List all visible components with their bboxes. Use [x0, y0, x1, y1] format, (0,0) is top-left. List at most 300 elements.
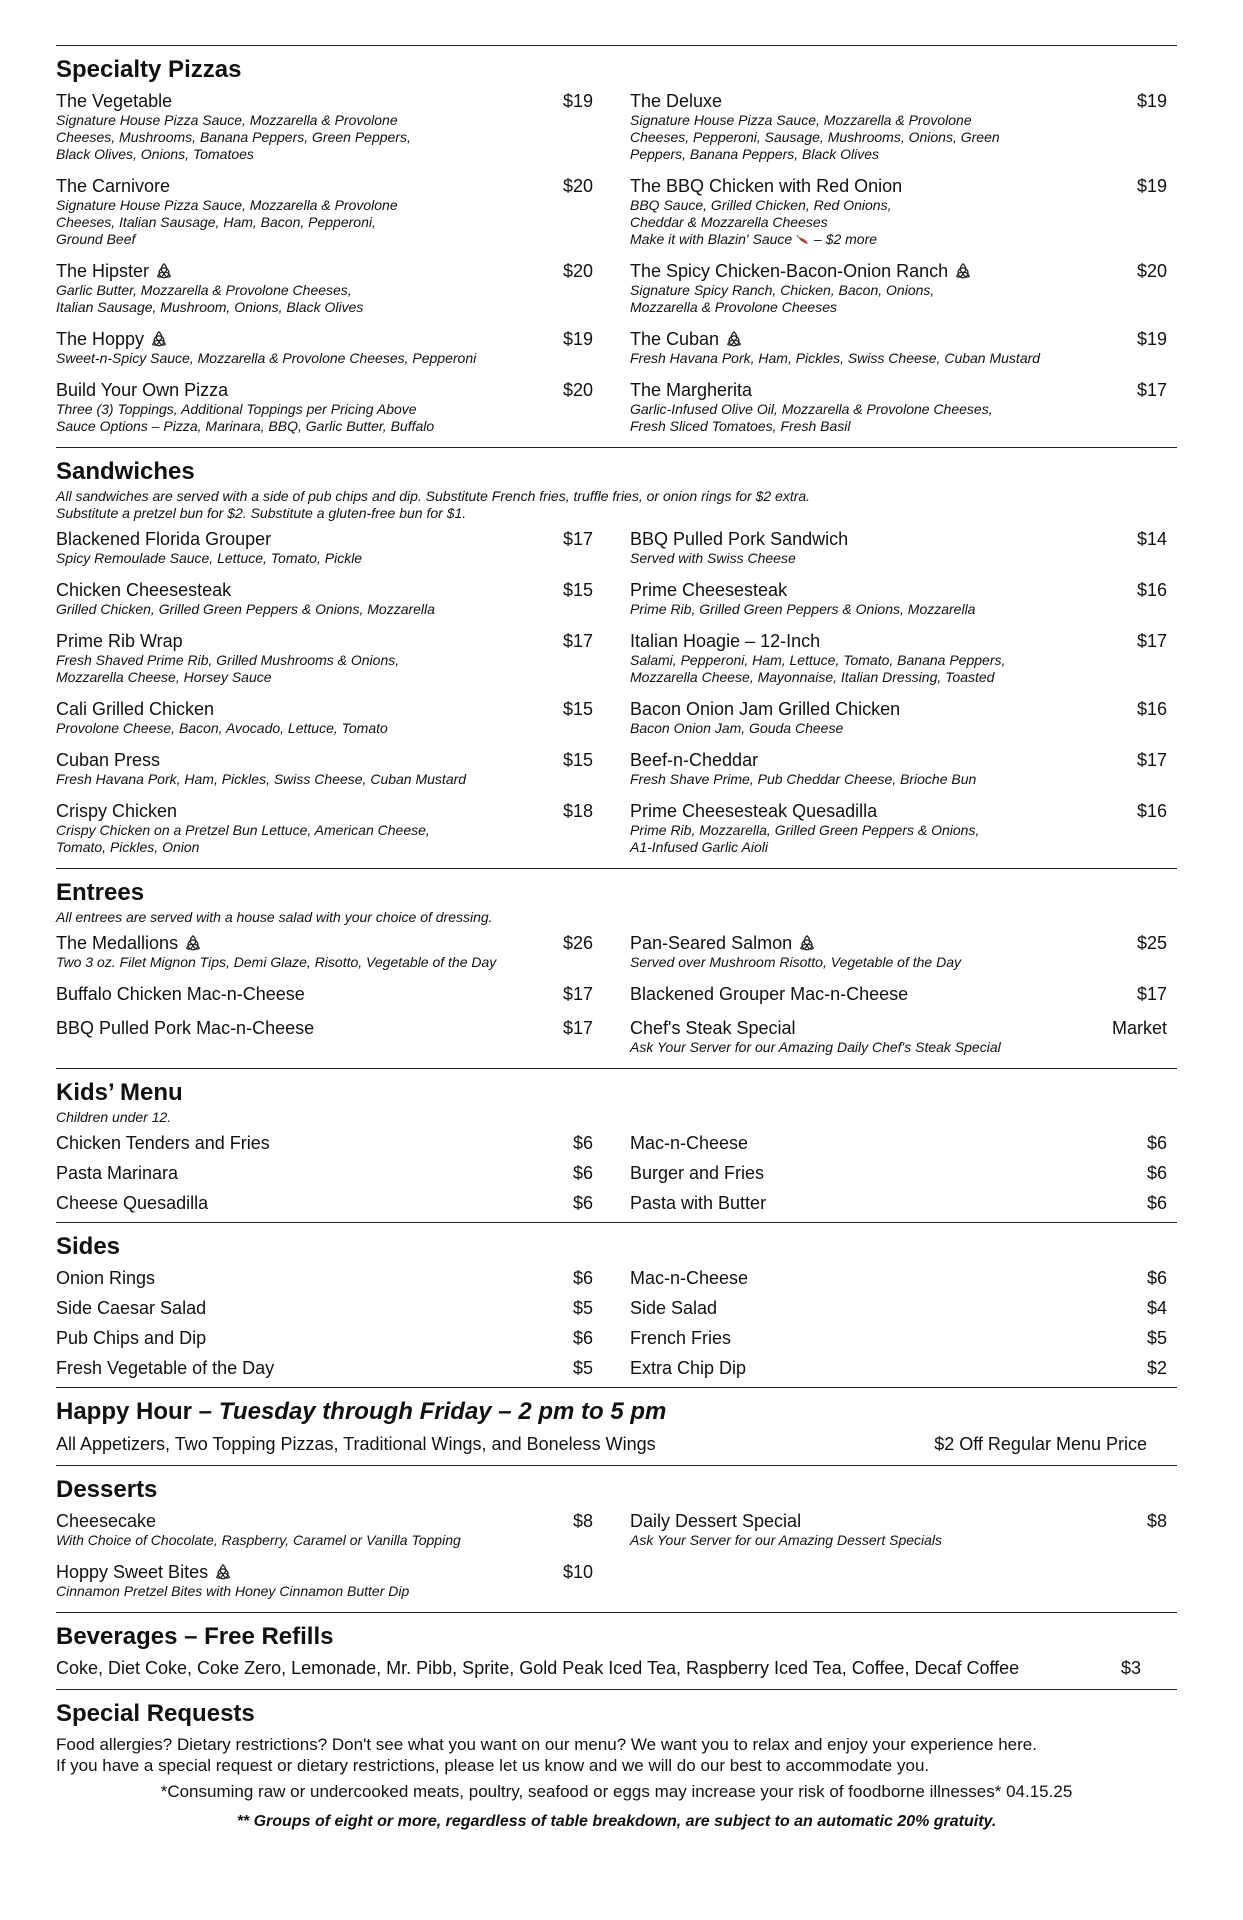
section-pizzas [56, 46, 1177, 447]
item-header [56, 1192, 603, 1214]
menu-item [56, 1297, 603, 1319]
item-header [630, 1192, 1177, 1214]
item-name-text: Cheesecake [56, 1511, 157, 1531]
menu-item [56, 1192, 603, 1214]
section-sandwiches [56, 448, 1177, 868]
section-note [56, 488, 1177, 522]
beverage-list: Coke, Diet Coke, Coke Zero, Lemonade, Mr. Pibb, Sprite, Gold Peak Iced Tea, Raspberry Iced Tea, Coffee, Decaf Coffee [56, 1658, 1020, 1678]
item-name [56, 260, 173, 282]
item-name [56, 175, 170, 197]
item-header [630, 932, 1177, 954]
menu-item [630, 90, 1177, 163]
item-price: $17 [562, 631, 593, 651]
item-price: $17 [562, 1018, 593, 1038]
item-header [630, 1297, 1177, 1319]
item-description: Fresh Sliced Tomatoes, Fresh Basil [630, 418, 851, 434]
item-price: $19 [562, 91, 593, 111]
dessert-col-right [630, 1510, 1177, 1612]
item-header [630, 1132, 1177, 1154]
menu-item [630, 800, 1177, 856]
item-price: $17 [1136, 750, 1167, 770]
happy-hour-title: Happy Hour – [56, 1398, 219, 1425]
item-description: Grilled Chicken, Grilled Green Peppers & Onions, Mozzarella [56, 601, 435, 617]
item-name-text: The Margherita [630, 380, 753, 400]
item-name-text: The Carnivore [56, 176, 171, 196]
item-description: Italian Sausage, Mushroom, Onions, Black Olives [56, 299, 364, 315]
item-name-text: Buffalo Chicken Mac-n-Cheese [56, 984, 305, 1004]
menu-item [56, 379, 603, 435]
item-name [630, 932, 816, 954]
item-name [630, 698, 900, 720]
menu-item [56, 1162, 603, 1184]
item-price: $19 [1136, 91, 1167, 111]
section-note: All entrees are served with a house salad with your choice of dressing. [56, 909, 493, 925]
item-name-text: Beef-n-Cheddar [630, 750, 759, 770]
item-header [56, 932, 603, 954]
section-title: Kids’ Menu [56, 1079, 183, 1106]
item-description: Two 3 oz. Filet Mignon Tips, Demi Glaze, Risotto, Vegetable of the Day [56, 954, 497, 970]
item-header [56, 379, 603, 401]
item-name [56, 1267, 155, 1289]
menu-item [630, 749, 1177, 788]
dessert-grid [56, 1510, 1177, 1612]
item-header [630, 1357, 1177, 1379]
requests-line: Food allergies? Dietary restrictions? Don't see what you want on our menu? We want you to relax and enjoy your experience here. [56, 1735, 1037, 1754]
item-header [56, 175, 603, 197]
section-happy-hour [56, 1388, 1177, 1465]
section-special-requests [56, 1690, 1177, 1834]
item-name-text: Pasta with Butter [630, 1193, 767, 1213]
section-kids [56, 1069, 1177, 1222]
item-header [630, 630, 1177, 652]
section-title: Beverages – Free Refills [56, 1623, 334, 1650]
entree-grid [56, 932, 1177, 1068]
item-description: Bacon Onion Jam, Gouda Cheese [630, 720, 844, 736]
item-description: Ground Beef [56, 231, 136, 247]
item-name-text: Pasta Marinara [56, 1163, 179, 1183]
item-name [56, 1192, 208, 1214]
item-name [56, 800, 177, 822]
item-header [56, 1561, 603, 1583]
item-price: $17 [1136, 631, 1167, 651]
item-name-text: French Fries [630, 1328, 732, 1348]
item-name [56, 1357, 274, 1379]
item-price: $4 [1146, 1298, 1167, 1318]
celtic-knot-icon [954, 262, 972, 280]
celtic-knot-icon [150, 330, 168, 348]
item-header [56, 749, 603, 771]
item-description: Provolone Cheese, Bacon, Avocado, Lettuce, Tomato [56, 720, 388, 736]
item-description: Cheddar & Mozzarella Cheeses [630, 214, 828, 230]
item-name [56, 1561, 232, 1583]
kids-col-right [630, 1132, 1177, 1222]
celtic-knot-icon [155, 262, 173, 280]
section-beverages [56, 1613, 1177, 1689]
celtic-knot-icon [798, 934, 816, 952]
item-price: $5 [1146, 1328, 1167, 1348]
item-description: Prime Rib, Grilled Green Peppers & Onions, Mozzarella [630, 601, 976, 617]
section-title: Sandwiches [56, 458, 195, 485]
item-name-text: Bacon Onion Jam Grilled Chicken [630, 699, 901, 719]
item-description: Crispy Chicken on a Pretzel Bun Lettuce, American Cheese, [56, 822, 430, 838]
item-price: $17 [562, 984, 593, 1004]
menu-item [56, 175, 603, 248]
happy-hour-row [56, 1433, 1177, 1455]
item-header [56, 1162, 603, 1184]
dessert-col-left [56, 1510, 603, 1612]
menu-item [56, 983, 603, 1005]
item-header [630, 1267, 1177, 1289]
item-name-text: Chef's Steak Special [630, 1018, 796, 1038]
menu-item [56, 1327, 603, 1349]
menu-item [56, 90, 603, 163]
item-name [56, 379, 228, 401]
menu-item [630, 630, 1177, 686]
menu-item [630, 932, 1177, 971]
item-description: Served over Mushroom Risotto, Vegetable of the Day [630, 954, 961, 970]
item-header [630, 749, 1177, 771]
chili-pepper-icon [796, 235, 810, 245]
menu-item [630, 698, 1177, 737]
item-description: A1-Infused Garlic Aioli [630, 839, 768, 855]
item-price: $20 [562, 176, 593, 196]
item-name-text: The Hoppy [56, 329, 145, 349]
item-name-text: Italian Hoagie – 12-Inch [630, 631, 821, 651]
item-name [630, 1297, 717, 1319]
item-description: Sweet-n-Spicy Sauce, Mozzarella & Provolone Cheeses, Pepperoni [56, 350, 477, 366]
item-header [56, 983, 603, 1005]
item-name [630, 328, 743, 350]
item-name [56, 90, 172, 112]
item-name-text: Prime Rib Wrap [56, 631, 183, 651]
kids-grid [56, 1132, 1177, 1222]
sandwich-col-left [56, 528, 603, 868]
menu-item [56, 1357, 603, 1379]
item-price: $16 [1136, 801, 1167, 821]
item-header [630, 1017, 1177, 1039]
section-note: Children under 12. [56, 1109, 172, 1125]
item-description: Cinnamon Pretzel Bites with Honey Cinnamon Butter Dip [56, 1583, 410, 1599]
celtic-knot-icon [214, 1563, 232, 1581]
item-name-text: Fresh Vegetable of the Day [56, 1358, 275, 1378]
item-name-text: Hoppy Sweet Bites [56, 1562, 209, 1582]
kids-col-left [56, 1132, 603, 1222]
pizza-col-left [56, 90, 603, 447]
menu-item [630, 1192, 1177, 1214]
item-description: Ask Your Server for our Amazing Dessert Specials [630, 1532, 943, 1548]
item-description: Fresh Havana Pork, Ham, Pickles, Swiss Cheese, Cuban Mustard [56, 771, 467, 787]
happy-hour-text: All Appetizers, Two Topping Pizzas, Traditional Wings, and Boneless Wings [56, 1434, 656, 1454]
item-name [630, 800, 877, 822]
item-price: $8 [1146, 1511, 1167, 1531]
item-description: Salami, Pepperoni, Ham, Lettuce, Tomato, Banana Peppers, [630, 652, 1006, 668]
item-name-text: Blackened Florida Grouper [56, 529, 272, 549]
menu-item [630, 1017, 1177, 1056]
menu-item [630, 328, 1177, 367]
item-price: $20 [562, 261, 593, 281]
section-title: Sides [56, 1233, 121, 1260]
item-price: $19 [562, 329, 593, 349]
item-description: Signature House Pizza Sauce, Mozzarella & Provolone [56, 112, 398, 128]
item-name-text: The Medallions [56, 933, 179, 953]
entree-col-left [56, 932, 603, 1068]
item-price: $14 [1136, 529, 1167, 549]
section-desserts [56, 1466, 1177, 1612]
item-name-text: Burger and Fries [630, 1163, 765, 1183]
item-price: $6 [1146, 1133, 1167, 1153]
item-description: Cheeses, Pepperoni, Sausage, Mushrooms, Onions, Green [630, 129, 1000, 145]
item-description: Tomato, Pickles, Onion [56, 839, 200, 855]
item-name [56, 328, 168, 350]
item-name-text: The Cuban [630, 329, 720, 349]
happy-hour-times: Tuesday through Friday – 2 pm to 5 pm [218, 1398, 667, 1425]
item-name-text: Build Your Own Pizza [56, 380, 229, 400]
item-header [56, 1510, 603, 1532]
menu-item [630, 1297, 1177, 1319]
note-line: All sandwiches are served with a side of pub chips and dip. Substitute French fries, truffle fries, or onion rings for $2 extra. [56, 488, 811, 504]
section-title: Desserts [56, 1476, 158, 1503]
item-description: Prime Rib, Mozzarella, Grilled Green Peppers & Onions, [630, 822, 980, 838]
item-name [630, 175, 902, 197]
item-description: Cheeses, Italian Sausage, Ham, Bacon, Pepperoni, [56, 214, 376, 230]
menu-item [630, 1132, 1177, 1154]
section-title [56, 1397, 1177, 1427]
item-description: Garlic-Infused Olive Oil, Mozzarella & Provolone Cheeses, [630, 401, 993, 417]
item-price: $5 [572, 1298, 593, 1318]
item-name [56, 1162, 178, 1184]
item-name-text: The Spicy Chicken-Bacon-Onion Ranch [630, 261, 949, 281]
menu-item [56, 800, 603, 856]
menu-item [630, 983, 1177, 1005]
item-name [56, 698, 214, 720]
item-header [56, 528, 603, 550]
item-header [56, 1297, 603, 1319]
item-header [630, 260, 1177, 282]
menu-item [56, 528, 603, 567]
item-name-text: Daily Dessert Special [630, 1511, 802, 1531]
menu-item [630, 175, 1177, 248]
item-name-text: Prime Cheesesteak [630, 580, 788, 600]
section-title: Entrees [56, 879, 145, 906]
celtic-knot-icon [184, 934, 202, 952]
item-name [630, 1267, 748, 1289]
item-name [56, 528, 271, 550]
item-name [630, 260, 972, 282]
item-name [630, 579, 787, 601]
item-price: $26 [562, 933, 593, 953]
menu-item [56, 328, 603, 367]
item-header [56, 800, 603, 822]
item-description: Sauce Options – Pizza, Marinara, BBQ, Garlic Butter, Buffalo [56, 418, 435, 434]
sides-col-left [56, 1267, 603, 1387]
item-price: $19 [1136, 176, 1167, 196]
item-description: Peppers, Banana Peppers, Black Olives [630, 146, 880, 162]
item-name-text: Onion Rings [56, 1268, 156, 1288]
item-price: $6 [1146, 1163, 1167, 1183]
item-name [56, 983, 305, 1005]
beverage-row [56, 1657, 1177, 1679]
item-description: Ask Your Server for our Amazing Daily Chef's Steak Special [630, 1039, 1001, 1055]
item-price: $2 [1146, 1358, 1167, 1378]
item-price: Market [1111, 1018, 1167, 1038]
item-header [630, 328, 1177, 350]
sandwich-col-right [630, 528, 1177, 868]
item-name [630, 90, 722, 112]
item-header [630, 379, 1177, 401]
menu-item [630, 1510, 1177, 1549]
item-name-text: Chicken Cheesesteak [56, 580, 232, 600]
item-price: $10 [562, 1562, 593, 1582]
item-name-text: Cali Grilled Chicken [56, 699, 215, 719]
item-price: $15 [562, 750, 593, 770]
item-description: BBQ Sauce, Grilled Chicken, Red Onions, [630, 197, 892, 213]
item-header [630, 1162, 1177, 1184]
item-header [630, 1510, 1177, 1532]
item-name [630, 1510, 801, 1532]
item-name [56, 1510, 156, 1532]
happy-hour-price: $2 Off Regular Menu Price [934, 1434, 1147, 1454]
gratuity-note: ** Groups of eight or more, regardless of table breakdown, are subject to an automatic 20% gratuity. [236, 1813, 997, 1830]
item-description: Three (3) Toppings, Additional Toppings per Pricing Above [56, 401, 417, 417]
menu-item [56, 1017, 603, 1039]
item-price: $15 [562, 699, 593, 719]
menu-item [630, 1162, 1177, 1184]
item-name-text: The BBQ Chicken with Red Onion [630, 176, 903, 196]
item-price: $17 [1136, 380, 1167, 400]
item-price: $18 [562, 801, 593, 821]
sides-col-right [630, 1267, 1177, 1387]
menu-item [56, 1267, 603, 1289]
item-name [56, 1297, 206, 1319]
item-name [56, 630, 183, 652]
item-name [630, 379, 752, 401]
item-description: Fresh Shave Prime, Pub Cheddar Cheese, Brioche Bun [630, 771, 977, 787]
item-description: Garlic Butter, Mozzarella & Provolone Cheeses, [56, 282, 352, 298]
item-description: Signature House Pizza Sauce, Mozzarella & Provolone [630, 112, 972, 128]
item-name-text: Chicken Tenders and Fries [56, 1133, 270, 1153]
item-name-text: The Hipster [56, 261, 150, 281]
item-name-text: Side Salad [630, 1298, 718, 1318]
item-description: Mozzarella Cheese, Horsey Sauce [56, 669, 272, 685]
item-description: Served with Swiss Cheese [630, 550, 796, 566]
item-name-text: Crispy Chicken [56, 801, 178, 821]
item-name-text: Pub Chips and Dip [56, 1328, 207, 1348]
item-price: $6 [572, 1133, 593, 1153]
item-name [630, 1162, 764, 1184]
sandwich-grid [56, 528, 1177, 868]
item-name-text: BBQ Pulled Pork Sandwich [630, 529, 849, 549]
item-name-text: Mac-n-Cheese [630, 1268, 749, 1288]
pizza-grid [56, 90, 1177, 447]
item-header [630, 90, 1177, 112]
item-price: $20 [1136, 261, 1167, 281]
item-name-text: The Deluxe [630, 91, 723, 111]
item-price: $5 [572, 1358, 593, 1378]
upgrade-text: Make it with Blazin' Sauce [630, 231, 793, 247]
item-price: $20 [562, 380, 593, 400]
item-name-text: The Vegetable [56, 91, 173, 111]
item-price: $8 [572, 1511, 593, 1531]
menu-item [56, 932, 603, 971]
item-price: $6 [572, 1193, 593, 1213]
item-price: $6 [572, 1163, 593, 1183]
item-name [56, 579, 231, 601]
item-price: $6 [1146, 1193, 1167, 1213]
item-header [630, 800, 1177, 822]
section-title: Special Requests [56, 1700, 255, 1727]
item-header [56, 1267, 603, 1289]
item-price: $15 [562, 580, 593, 600]
entree-col-right [630, 932, 1177, 1068]
pizza-col-right [630, 90, 1177, 447]
food-warning: *Consuming raw or undercooked meats, poultry, seafood or eggs may increase your risk of foodborne illnesses* 04.15.25 [160, 1782, 1073, 1801]
item-header [56, 1357, 603, 1379]
note-line: Substitute a pretzel bun for $2. Substitute a gluten-free bun for $1. [56, 505, 467, 521]
item-header [56, 630, 603, 652]
item-header [630, 579, 1177, 601]
item-header [630, 698, 1177, 720]
item-name [630, 1017, 796, 1039]
item-name [630, 528, 848, 550]
item-name-text: Prime Cheesesteak Quesadilla [630, 801, 878, 821]
item-description: Mozzarella & Provolone Cheeses [630, 299, 837, 315]
item-name [56, 932, 202, 954]
menu-item [56, 749, 603, 788]
section-entrees [56, 869, 1177, 1068]
item-description: With Choice of Chocolate, Raspberry, Caramel or Vanilla Topping [56, 1532, 461, 1548]
item-price: $19 [1136, 329, 1167, 349]
item-name-text: Blackened Grouper Mac-n-Cheese [630, 984, 909, 1004]
item-price: $6 [572, 1328, 593, 1348]
item-price: $25 [1136, 933, 1167, 953]
item-name [630, 749, 758, 771]
item-price: $16 [1136, 699, 1167, 719]
item-name [630, 983, 908, 1005]
item-header [56, 260, 603, 282]
menu-item [56, 260, 603, 316]
item-price: $6 [1146, 1268, 1167, 1288]
item-name [56, 749, 160, 771]
item-name-text: Mac-n-Cheese [630, 1133, 749, 1153]
menu-item [56, 1561, 603, 1600]
item-name-text: Extra Chip Dip [630, 1358, 747, 1378]
item-header [630, 1327, 1177, 1349]
section-sides [56, 1223, 1177, 1387]
item-name [630, 1327, 731, 1349]
menu-item [630, 379, 1177, 435]
item-name-text: Side Caesar Salad [56, 1298, 207, 1318]
item-header [630, 528, 1177, 550]
item-description: Cheeses, Mushrooms, Banana Peppers, Green Peppers, [56, 129, 411, 145]
menu-item [630, 1327, 1177, 1349]
item-header [56, 90, 603, 112]
item-upgrade [630, 231, 1177, 248]
menu-item [630, 1267, 1177, 1289]
item-description: Fresh Shaved Prime Rib, Grilled Mushrooms & Onions, [56, 652, 400, 668]
beverage-price: $3 [1120, 1658, 1141, 1678]
menu-item [630, 528, 1177, 567]
item-name [630, 1192, 766, 1214]
item-name [56, 1132, 270, 1154]
item-header [56, 579, 603, 601]
requests-line: If you have a special request or dietary restrictions, please let us know and we will do our best to accommodate you. [56, 1756, 930, 1775]
upgrade-price: – $2 more [813, 231, 878, 247]
item-description: Signature Spicy Ranch, Chicken, Bacon, Onions, [630, 282, 935, 298]
menu-item [56, 630, 603, 686]
menu-item [56, 1132, 603, 1154]
item-name-text: BBQ Pulled Pork Mac-n-Cheese [56, 1018, 315, 1038]
item-name-text: Cuban Press [56, 750, 161, 770]
